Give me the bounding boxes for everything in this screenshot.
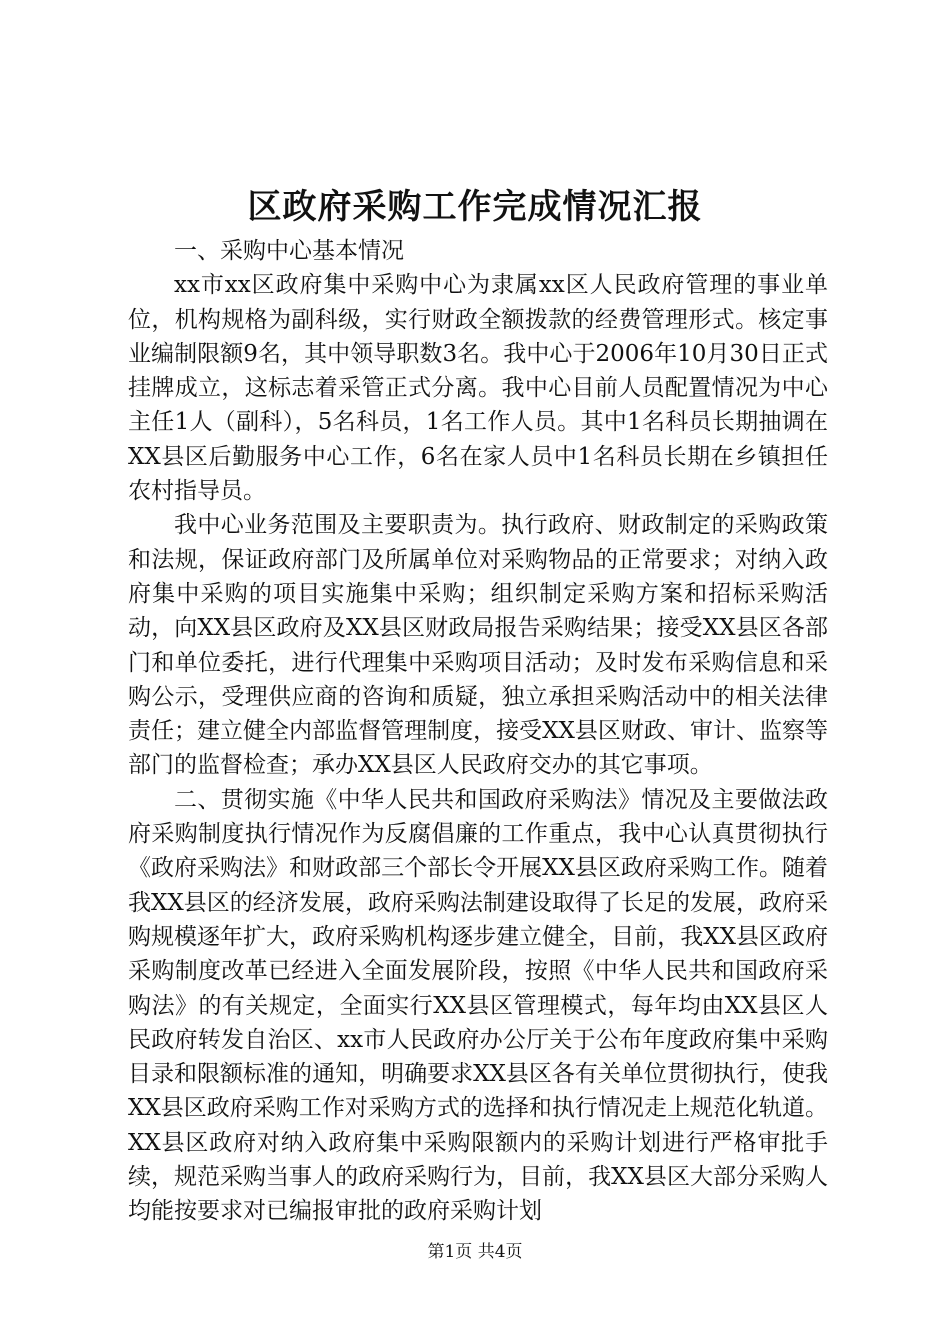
document-title: 区政府采购工作完成情况汇报 xyxy=(247,187,703,227)
document-body xyxy=(128,234,828,1229)
section-heading-1: 一、采购中心基本情况 xyxy=(174,238,404,264)
paragraph-duties: 我中心业务范围及主要职责为。执行政府、财政制定的采购政策和法规，保证政府部门及所属单位对采购物品的正常要求；对纳入政府集中采购的项目实施集中采购；组织制定采购方案和招标采购活动，向XX县区政府及XX县区财政局报告采购结果；接受XX县区各部门和单位委托，进行代理集中采购项目活动；及时发布采购信息和采购公示，受理供应商的咨询和质疑，独立承担采购活动中的相关法律责任；建立健全内部监督管理制度，接受XX县区财政、审计、监察等部门的监督检查；承办XX县区人民政府交办的其它事项。 xyxy=(128,512,828,779)
paragraph-implementation: 二、贯彻实施《中华人民共和国政府采购法》情况及主要做法政府采购制度执行情况作为反腐倡廉的工作重点，我中心认真贯彻执行《政府采购法》和财政部三个部长令开展XX县区政府采购工作。随着我XX县区的经济发展，政府采购法制建设取得了长足的发展，政府采购规模逐年扩大，政府采购机构逐步建立健全，目前，我XX县区政府采购制度改革已经进入全面发展阶段，按照《中华人民共和国政府采购法》的有关规定，全面实行XX县区管理模式，每年均由XX县区人民政府转发自治区、xx市人民政府办公厅关于公布年度政府集中采购目录和限额标准的通知，明确要求XX县区各有关单位贯彻执行，使我XX县区政府采购工作对采购方式的选择和执行情况走上规范化轨道。XX县区政府对纳入政府集中采购限额内的采购计划进行严格审批手续，规范采购当事人的政府采购行为，目前，我XX县区大部分采购人均能按要求对已编报审批的政府采购计划 xyxy=(128,786,828,1225)
paragraph-center-overview: xx市xx区政府集中采购中心为隶属xx区人民政府管理的事业单位，机构规格为副科级，实行财政全额拨款的经费管理形式。核定事业编制限额9名，其中领导职数3名。我中心于2006年10月30日正式挂牌成立，这标志着采管正式分离。我中心目前人员配置情况为中心主任1人（副科），5名科员，1名工作人员。其中1名科员长期抽调在XX县区后勤服务中心工作，6名在家人员中1名科员长期在乡镇担任农村指导员。 xyxy=(128,272,828,505)
page-footer: 第1页 共4页 xyxy=(427,1242,523,1262)
